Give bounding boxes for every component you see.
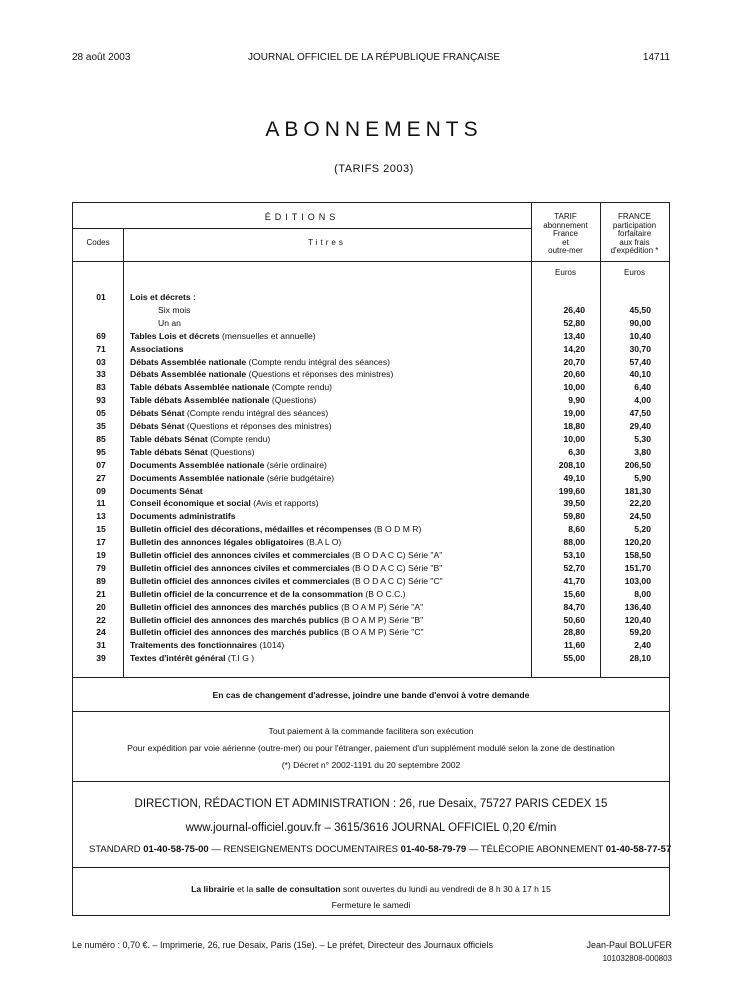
row-title: Documents Assemblée nationale (série budgétaire): [130, 472, 335, 483]
row-code: 69: [96, 330, 106, 341]
table-row: [73, 511, 669, 524]
table-row: [73, 344, 669, 357]
row-title: Associations: [130, 343, 184, 354]
row-tarif: 39,50: [563, 498, 585, 509]
row-tarif: 208,10: [558, 459, 585, 470]
row-france: 28,10: [629, 653, 651, 664]
row-code: 22: [96, 614, 106, 625]
row-france: 29,40: [629, 421, 651, 431]
row-title: Table débats Sénat (Compte rendu): [130, 433, 271, 444]
row-france: 120,40: [624, 614, 651, 625]
website-line: www.journal-officiel.gouv.fr – 3615/3616 JOURNAL OFFICIEL 0,20 €/min: [185, 822, 557, 834]
row-title: Table débats Assemblée nationale (Questions): [130, 395, 317, 406]
row-france: 8,00: [634, 588, 651, 599]
row-code: 93: [96, 395, 106, 406]
row-code: 33: [96, 369, 106, 380]
payment-line-1: Tout paiement à la commande facilitera son exécution: [268, 726, 474, 736]
row-tarif: 28,80: [563, 627, 585, 638]
table-row: [73, 627, 669, 640]
row-code: 03: [96, 356, 106, 367]
unit-tarif: Euros: [555, 268, 576, 277]
closing-line: Fermeture le samedi: [331, 900, 411, 910]
row-france: 151,70: [624, 562, 651, 573]
row-france: 158,50: [624, 550, 651, 560]
row-france: 10,40: [629, 330, 651, 341]
page-title: ABONNEMENTS: [265, 118, 483, 141]
row-title: Débats Sénat (Compte rendu intégral des séances): [130, 408, 329, 419]
row-title: Bulletin officiel des décorations, médailles et récompenses (B O D M R): [130, 524, 422, 535]
row-code: 39: [96, 653, 106, 664]
row-code: 85: [96, 433, 106, 444]
row-tarif: 49,10: [563, 472, 585, 483]
address-notice: En cas de changement d'adresse, joindre une bande d'envoi à votre demande: [212, 690, 530, 700]
footer-signature: Jean-Paul BOLUFER: [586, 940, 672, 950]
row-title: Bulletin officiel des annonces des marchés publics (B O A M P) Série "A": [130, 601, 424, 612]
row-title: Conseil économique et social (Avis et rapports): [130, 498, 319, 509]
table-row: [73, 498, 669, 511]
row-france: 181,30: [624, 485, 651, 496]
decree-note: (*) Décret n° 2002-1191 du 20 septembre 2002: [281, 760, 461, 770]
table-row: [73, 395, 669, 408]
row-title: Documents administratifs: [130, 511, 236, 522]
row-code: 05: [96, 408, 106, 419]
row-france: 24,50: [629, 511, 651, 522]
row-france: 59,20: [629, 627, 651, 638]
row-france: 40,10: [629, 369, 651, 380]
row-france: 6,40: [634, 382, 651, 393]
header-journal: JOURNAL OFFICIEL DE LA RÉPUBLIQUE FRANÇAISE: [247, 52, 501, 63]
row-tarif: 52,70: [563, 562, 585, 573]
row-code: 31: [96, 640, 106, 651]
editions-label: ÉDITIONS: [264, 212, 340, 222]
row-tarif: 19,00: [563, 408, 585, 419]
row-title: Textes d'intérêt général (T.I G ): [130, 653, 255, 664]
tariff-frame: [72, 202, 670, 916]
row-tarif: 26,40: [563, 304, 585, 315]
row-title: Bulletin officiel des annonces civiles et commerciales (B O D A C C) Série "A": [130, 550, 443, 560]
tarif-header: TARIF abonnement France et outre-mer: [543, 212, 588, 255]
row-tarif: 88,00: [563, 537, 585, 548]
row-code: 07: [96, 459, 106, 470]
row-code: 15: [96, 524, 106, 535]
row-title: Débats Assemblée nationale (Questions et réponses des ministres): [130, 369, 394, 380]
row-code: 24: [96, 627, 106, 638]
row-france: 22,20: [629, 498, 651, 509]
row-tarif: 53,10: [563, 550, 585, 560]
table-row: [73, 357, 669, 370]
table-row: [73, 292, 669, 305]
page-subtitle: (TARIFS 2003): [334, 163, 414, 175]
row-title: Bulletin officiel des annonces civiles et commerciales (B O D A C C) Série "B": [130, 562, 443, 573]
table-row: [73, 421, 669, 434]
table-row: [73, 602, 669, 615]
row-title: Table débats Sénat (Questions): [130, 446, 255, 457]
row-title: Bulletin des annonces légales obligatoires (B.A L O): [130, 537, 342, 548]
row-france: 30,70: [629, 343, 651, 354]
table-row: [73, 653, 669, 666]
table-row: [73, 576, 669, 589]
row-title: Tables Lois et décrets (mensuelles et annuelle): [130, 330, 316, 341]
row-tarif: 13,40: [563, 330, 585, 341]
hours-line: La librairie et la salle de consultation sont ouvertes du lundi au vendredi de 8 h 30 à 17 h 15: [191, 884, 551, 894]
row-code: 89: [96, 575, 106, 586]
table-row: [73, 486, 669, 499]
row-title: Documents Assemblée nationale (série ordinaire): [130, 459, 327, 470]
table-row: [73, 589, 669, 602]
row-france: 206,50: [624, 459, 651, 470]
row-france: 5,90: [634, 472, 651, 483]
table-row: [73, 447, 669, 460]
row-tarif: 199,60: [558, 485, 585, 496]
table-row: [73, 434, 669, 447]
row-tarif: 14,20: [563, 343, 585, 354]
row-france: 5,20: [634, 524, 651, 535]
row-title: Table débats Assemblée nationale (Compte rendu): [130, 382, 333, 393]
row-france: 47,50: [629, 408, 651, 419]
row-tarif: 59,80: [563, 511, 585, 522]
row-france: 4,00: [634, 395, 651, 406]
row-code: 27: [96, 472, 106, 483]
payment-line-2: Pour expédition par voie aérienne (outre-mer) ou pour l'étranger, paiement d'un supplément modulé selon la zone de destination: [127, 743, 615, 753]
table-row: [73, 305, 669, 318]
row-code: 35: [96, 421, 106, 431]
row-france: 103,00: [624, 575, 651, 586]
row-code: 83: [96, 382, 106, 393]
row-code: 13: [96, 511, 106, 522]
table-row: [73, 524, 669, 537]
row-title: Débats Sénat (Questions et réponses des ministres): [130, 421, 332, 431]
direction-address: DIRECTION, RÉDACTION ET ADMINISTRATION : 26, rue Desaix, 75727 PARIS CEDEX 15: [134, 798, 608, 810]
table-row: [73, 318, 669, 331]
row-france: 90,00: [629, 317, 651, 328]
row-code: 09: [96, 485, 106, 496]
table-row: [73, 369, 669, 382]
footer-imprint: Le numéro : 0,70 €. – Imprimerie, 26, rue Desaix, Paris (15e). – Le préfet, Directeur des Journaux officiels: [72, 940, 494, 950]
row-france: 2,40: [634, 640, 651, 651]
row-tarif: 50,60: [563, 614, 585, 625]
table-row: [73, 615, 669, 628]
row-code: 11: [96, 498, 106, 509]
row-title: Un an: [158, 317, 181, 328]
row-title: Débats Assemblée nationale (Compte rendu intégral des séances): [130, 356, 391, 367]
row-title: Traitements des fonctionnaires (1014): [130, 640, 285, 651]
row-tarif: 84,70: [563, 601, 585, 612]
codes-label: Codes: [86, 238, 110, 247]
row-france: 45,50: [629, 304, 651, 315]
row-code: 95: [96, 446, 106, 457]
row-france: 3,80: [634, 446, 651, 457]
row-title: Bulletin officiel des annonces des marchés publics (B O A M P) Série "B": [130, 614, 424, 625]
row-code: 79: [96, 562, 106, 573]
header-page: 14711: [642, 52, 670, 63]
table-row: [73, 473, 669, 486]
row-code: 17: [96, 537, 106, 548]
row-tarif: 11,60: [563, 640, 585, 651]
row-tarif: 15,60: [563, 588, 585, 599]
row-tarif: 18,80: [563, 421, 585, 431]
row-tarif: 10,00: [563, 382, 585, 393]
row-france: 5,30: [634, 433, 651, 444]
row-code: 21: [96, 588, 106, 599]
titres-label: Titres: [308, 238, 346, 247]
row-title: Bulletin officiel des annonces des marchés publics (B O A M P) Série "C": [130, 627, 424, 638]
row-tarif: 8,60: [568, 524, 585, 535]
row-tarif: 41,70: [563, 575, 585, 586]
unit-france: Euros: [624, 268, 645, 277]
row-tarif: 9,90: [568, 395, 585, 406]
row-title: Lois et décrets :: [130, 292, 196, 302]
row-france: 120,20: [624, 537, 651, 548]
row-tarif: 52,80: [563, 317, 585, 328]
row-title: Bulletin officiel des annonces civiles et commerciales (B O D A C C) Série "C": [130, 575, 443, 586]
table-row: [73, 331, 669, 344]
row-france: 57,40: [629, 356, 651, 367]
row-tarif: 20,70: [563, 356, 585, 367]
row-code: 01: [96, 292, 106, 302]
table-row: [73, 563, 669, 576]
table-row: [73, 640, 669, 653]
row-tarif: 55,00: [563, 653, 585, 664]
table-row: [73, 408, 669, 421]
row-title: Documents Sénat: [130, 485, 203, 496]
row-tarif: 10,00: [563, 433, 585, 444]
france-header: FRANCE participation forfaitaire aux frais d'expédition *: [610, 212, 659, 255]
row-france: 136,40: [624, 601, 651, 612]
row-tarif: 6,30: [568, 446, 585, 457]
row-title: Bulletin officiel de la concurrence et de la consommation (B O C.C.): [130, 588, 406, 599]
table-row: [73, 382, 669, 395]
row-tarif: 20,60: [563, 369, 585, 380]
row-title: Six mois: [158, 304, 191, 315]
footer-code: 101032808-000803: [602, 954, 672, 963]
row-code: 19: [96, 550, 106, 560]
table-row: [73, 550, 669, 563]
row-code: 71: [96, 343, 106, 354]
header-date: 28 août 2003: [72, 52, 131, 63]
table-row: [73, 537, 669, 550]
phones-line: STANDARD 01-40-58-75-00 — RENSEIGNEMENTS DOCUMENTAIRES 01-40-58-79-79 — TÉLÉCOPIE ABONNEMENT 01-40-58-77-57: [89, 844, 672, 855]
row-code: 20: [96, 601, 106, 612]
table-row: [73, 460, 669, 473]
